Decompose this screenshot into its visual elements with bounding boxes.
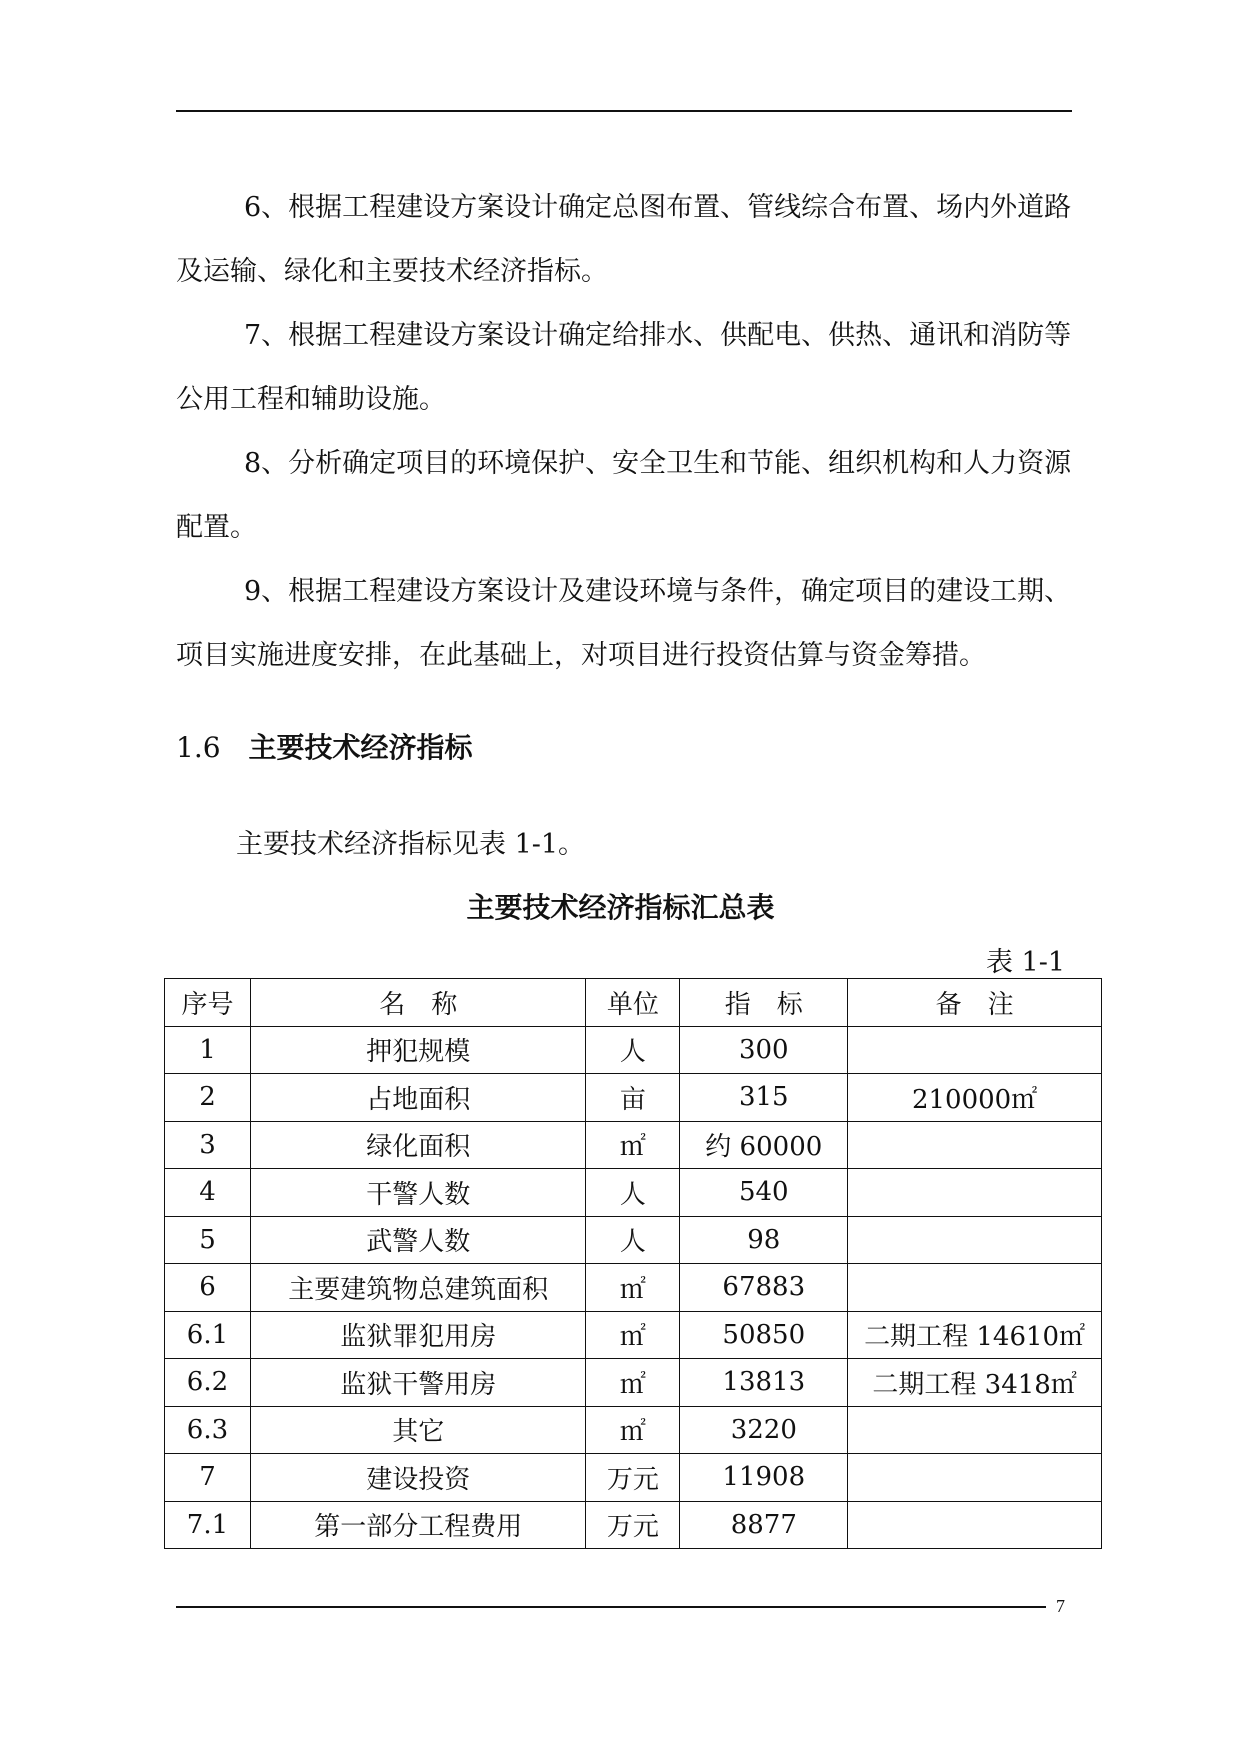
table-label: 表 1-1 bbox=[985, 947, 1065, 978]
table-header-row bbox=[165, 979, 1102, 1027]
paragraph-7 bbox=[176, 304, 1072, 432]
table-row bbox=[165, 1359, 1102, 1407]
cell-value: 540 bbox=[680, 1169, 848, 1217]
cell-value: 67883 bbox=[680, 1264, 848, 1312]
section-heading bbox=[176, 726, 473, 766]
header-note: 备 注 bbox=[848, 979, 1102, 1027]
cell-unit: ㎡ bbox=[586, 1406, 680, 1454]
cell-name: 占地面积 bbox=[250, 1074, 586, 1122]
paragraph-7-text: 7、根据工程建设方案设计确定给排水、供配电、供热、通讯和消防等公用工程和辅助设施。 bbox=[176, 320, 1072, 415]
cell-no: 6.3 bbox=[165, 1406, 251, 1454]
indicators-table bbox=[164, 978, 1102, 1549]
header-rule bbox=[176, 110, 1072, 112]
cell-unit: 人 bbox=[586, 1216, 680, 1264]
header-name: 名 称 bbox=[250, 979, 586, 1027]
cell-no: 2 bbox=[165, 1074, 251, 1122]
table-row bbox=[165, 1169, 1102, 1217]
cell-value: 315 bbox=[680, 1074, 848, 1122]
cell-name: 主要建筑物总建筑面积 bbox=[250, 1264, 586, 1312]
cell-name: 监狱罪犯用房 bbox=[250, 1311, 586, 1359]
cell-unit: 人 bbox=[586, 1026, 680, 1074]
cell-name: 其它 bbox=[250, 1406, 586, 1454]
header-unit: 单位 bbox=[586, 979, 680, 1027]
cell-value: 约 60000 bbox=[680, 1121, 848, 1169]
table-row bbox=[165, 1406, 1102, 1454]
cell-name: 第一部分工程费用 bbox=[250, 1501, 586, 1549]
table-row bbox=[165, 1501, 1102, 1549]
cell-value: 3220 bbox=[680, 1406, 848, 1454]
paragraph-6-text: 6、根据工程建设方案设计确定总图布置、管线综合布置、场内外道路及运输、绿化和主要技术经济指标。 bbox=[176, 192, 1072, 287]
cell-name: 押犯规模 bbox=[250, 1026, 586, 1074]
cell-unit: ㎡ bbox=[586, 1359, 680, 1407]
section-number: 1.6 bbox=[176, 731, 221, 764]
page-number: 7 bbox=[1056, 1596, 1065, 1616]
table-title: 主要技术经济指标汇总表 bbox=[466, 891, 775, 924]
cell-unit: 万元 bbox=[586, 1501, 680, 1549]
cell-note: 210000㎡ bbox=[848, 1074, 1102, 1122]
cell-no: 6.1 bbox=[165, 1311, 251, 1359]
table-row bbox=[165, 1454, 1102, 1502]
paragraph-9 bbox=[176, 560, 1072, 688]
cell-note bbox=[848, 1454, 1102, 1502]
cell-name: 监狱干警用房 bbox=[250, 1359, 586, 1407]
table-row bbox=[165, 1264, 1102, 1312]
paragraph-9-text: 9、根据工程建设方案设计及建设环境与条件，确定项目的建设工期、项目实施进度安排，在此基础上，对项目进行投资估算与资金筹措。 bbox=[176, 576, 1072, 671]
header-no: 序号 bbox=[165, 979, 251, 1027]
cell-note bbox=[848, 1501, 1102, 1549]
table-row bbox=[165, 1074, 1102, 1122]
cell-unit: 亩 bbox=[586, 1074, 680, 1122]
paragraph-8-text: 8、分析确定项目的环境保护、安全卫生和节能、组织机构和人力资源配置。 bbox=[176, 448, 1072, 543]
cell-unit: ㎡ bbox=[586, 1121, 680, 1169]
cell-unit: ㎡ bbox=[586, 1264, 680, 1312]
cell-no: 6 bbox=[165, 1264, 251, 1312]
cell-value: 8877 bbox=[680, 1501, 848, 1549]
cell-note: 二期工程 14610㎡ bbox=[848, 1311, 1102, 1359]
footer-rule bbox=[176, 1606, 1046, 1608]
cell-no: 1 bbox=[165, 1026, 251, 1074]
cell-name: 干警人数 bbox=[250, 1169, 586, 1217]
cell-no: 4 bbox=[165, 1169, 251, 1217]
table-row bbox=[165, 1311, 1102, 1359]
cell-unit: ㎡ bbox=[586, 1311, 680, 1359]
cell-note bbox=[848, 1121, 1102, 1169]
cell-note bbox=[848, 1169, 1102, 1217]
cell-value: 300 bbox=[680, 1026, 848, 1074]
table-row bbox=[165, 1026, 1102, 1074]
cell-note bbox=[848, 1216, 1102, 1264]
cell-value: 50850 bbox=[680, 1311, 848, 1359]
cell-name: 绿化面积 bbox=[250, 1121, 586, 1169]
cell-value: 11908 bbox=[680, 1454, 848, 1502]
cell-no: 7 bbox=[165, 1454, 251, 1502]
paragraph-8 bbox=[176, 432, 1072, 560]
cell-no: 6.2 bbox=[165, 1359, 251, 1407]
cell-value: 13813 bbox=[680, 1359, 848, 1407]
cell-note bbox=[848, 1406, 1102, 1454]
cell-unit: 人 bbox=[586, 1169, 680, 1217]
paragraph-6 bbox=[176, 176, 1072, 304]
cell-no: 5 bbox=[165, 1216, 251, 1264]
section-title: 主要技术经济指标 bbox=[248, 731, 473, 764]
cell-no: 7.1 bbox=[165, 1501, 251, 1549]
cell-name: 建设投资 bbox=[250, 1454, 586, 1502]
cell-note: 二期工程 3418㎡ bbox=[848, 1359, 1102, 1407]
table-row bbox=[165, 1121, 1102, 1169]
table-reference: 主要技术经济指标见表 1-1。 bbox=[236, 829, 586, 860]
cell-note bbox=[848, 1026, 1102, 1074]
cell-name: 武警人数 bbox=[250, 1216, 586, 1264]
cell-value: 98 bbox=[680, 1216, 848, 1264]
table-body bbox=[165, 1026, 1102, 1549]
table-row bbox=[165, 1216, 1102, 1264]
cell-unit: 万元 bbox=[586, 1454, 680, 1502]
cell-no: 3 bbox=[165, 1121, 251, 1169]
cell-note bbox=[848, 1264, 1102, 1312]
header-value: 指 标 bbox=[680, 979, 848, 1027]
